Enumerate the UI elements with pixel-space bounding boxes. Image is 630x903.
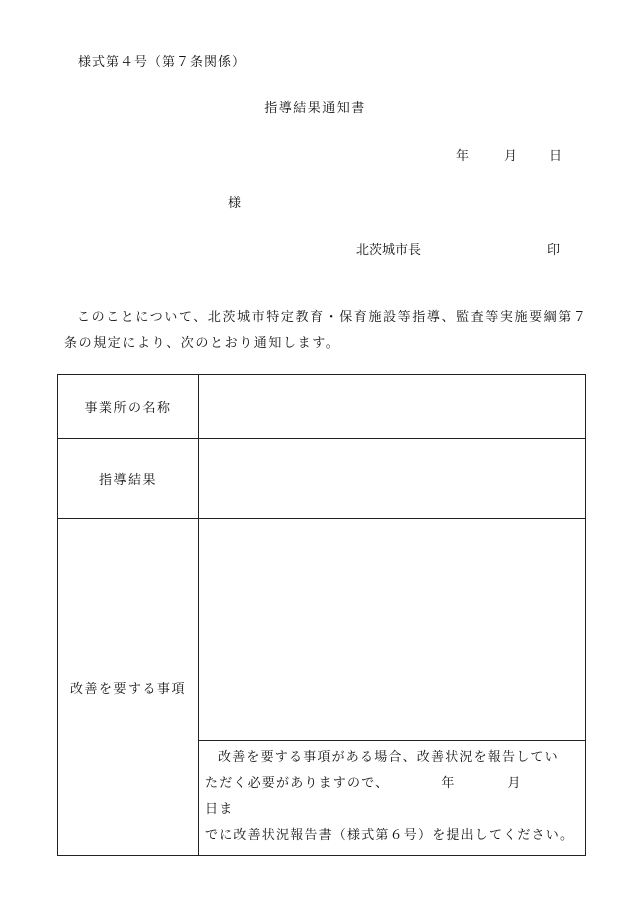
notice-line-3: でに改善状況報告書（様式第６号）を提出してください。 <box>205 828 575 843</box>
date-month-label: 月 <box>504 149 518 164</box>
seal-mark: 印 <box>547 243 561 258</box>
notice-line-2 <box>205 771 579 823</box>
notice-day-label: 日ま <box>205 802 234 817</box>
table-row <box>58 375 586 439</box>
improvement-notice <box>199 741 586 856</box>
notice-line-2-text: ただく必要がありますので、 <box>205 776 390 791</box>
form-number: 様式第４号（第７条関係） <box>78 55 247 70</box>
recipient-suffix: 様 <box>228 196 242 211</box>
body-paragraph: このことについて、北茨城市特定教育・保育施設等指導、監査等実施要綱第７条の規定により、次のとおり通知します。 <box>64 310 588 351</box>
row-label-facility-name: 事業所の名称 <box>58 375 199 439</box>
table-row <box>58 439 586 519</box>
document-title: 指導結果通知書 <box>264 101 366 116</box>
date-day-label: 日 <box>549 149 563 164</box>
facility-name-field[interactable] <box>199 375 586 439</box>
improvement-items-field[interactable] <box>199 519 586 741</box>
date-line <box>456 145 562 164</box>
date-year-label: 年 <box>456 149 470 164</box>
issuer-name: 北茨城市長 <box>356 243 422 258</box>
notice-line-1: 改善を要する事項がある場合、改善状況を報告してい <box>218 750 559 765</box>
notice-year-label: 年 <box>441 776 456 791</box>
row-label-guidance-result: 指導結果 <box>58 439 199 519</box>
row-label-improvement-items: 改善を要する事項 <box>58 519 199 856</box>
result-table <box>57 374 586 856</box>
table-row <box>58 519 586 741</box>
guidance-result-field[interactable] <box>199 439 586 519</box>
notice-month-label: 月 <box>507 776 522 791</box>
